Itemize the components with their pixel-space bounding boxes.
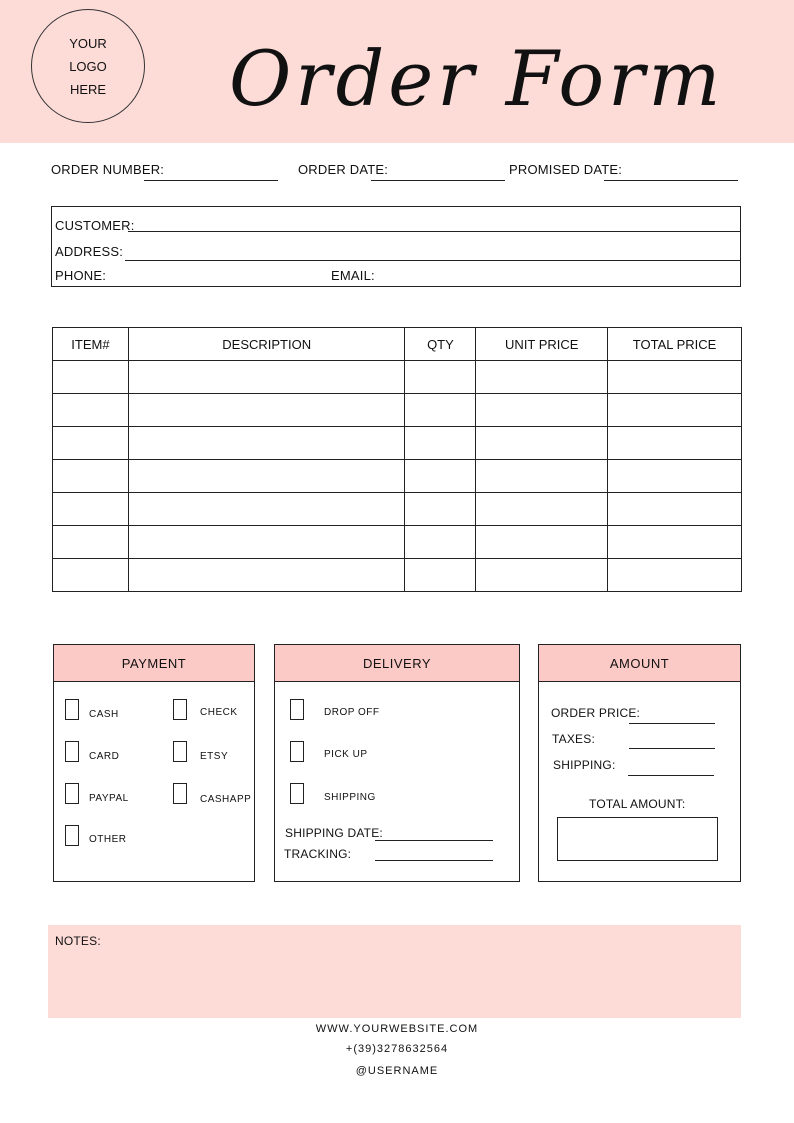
- order-number-label: ORDER NUMBER:: [51, 162, 165, 177]
- total-amount-field[interactable]: [557, 817, 718, 861]
- table-cell[interactable]: [608, 493, 742, 526]
- drop-off-checkbox[interactable]: [290, 699, 304, 720]
- etsy-option-label: ETSY: [200, 751, 229, 762]
- cash-option-label: CASH: [89, 709, 119, 720]
- table-cell[interactable]: [476, 559, 608, 592]
- check-checkbox[interactable]: [173, 699, 187, 720]
- column-header-item: ITEM#: [53, 328, 129, 361]
- paypal-option-label: PAYPAL: [89, 793, 129, 804]
- table-cell[interactable]: [608, 460, 742, 493]
- table-cell[interactable]: [128, 526, 405, 559]
- table-row: [53, 493, 742, 526]
- promised-date-label: PROMISED DATE:: [509, 162, 623, 177]
- taxes-field[interactable]: [629, 748, 715, 749]
- footer-phone: +(39)3278632564: [345, 1043, 449, 1055]
- tracking-label: TRACKING:: [284, 847, 352, 861]
- amount-panel-title: AMOUNT: [539, 645, 740, 682]
- order-date-label: ORDER DATE:: [298, 162, 389, 177]
- table-cell[interactable]: [128, 361, 405, 394]
- shipping-date-field[interactable]: [375, 840, 493, 841]
- customer-label: CUSTOMER:: [55, 218, 135, 233]
- shipping-option-label: SHIPPING: [324, 792, 376, 803]
- paypal-checkbox[interactable]: [65, 783, 79, 804]
- table-cell[interactable]: [53, 460, 129, 493]
- footer-username: @USERNAME: [355, 1065, 439, 1077]
- table-cell[interactable]: [53, 361, 129, 394]
- shipping-amount-label: SHIPPING:: [553, 758, 616, 772]
- taxes-label: TAXES:: [552, 732, 595, 746]
- table-header-row: [53, 328, 742, 361]
- table-cell[interactable]: [53, 526, 129, 559]
- cash-checkbox[interactable]: [65, 699, 79, 720]
- payment-panel: [53, 644, 255, 882]
- check-option-label: CHECK: [200, 707, 238, 718]
- phone-label: PHONE:: [55, 268, 107, 283]
- table-cell[interactable]: [476, 526, 608, 559]
- table-cell[interactable]: [128, 427, 405, 460]
- pick-up-option-label: PICK UP: [324, 749, 368, 760]
- table-cell[interactable]: [476, 493, 608, 526]
- order-date-field[interactable]: [371, 180, 505, 181]
- table-cell[interactable]: [608, 361, 742, 394]
- table-cell[interactable]: [405, 460, 476, 493]
- table-cell[interactable]: [476, 460, 608, 493]
- etsy-checkbox[interactable]: [173, 741, 187, 762]
- table-cell[interactable]: [128, 559, 405, 592]
- table-row: [53, 394, 742, 427]
- table-cell[interactable]: [608, 526, 742, 559]
- table-cell[interactable]: [476, 427, 608, 460]
- table-cell[interactable]: [608, 427, 742, 460]
- drop-off-option-label: DROP OFF: [324, 707, 380, 718]
- table-row: [53, 460, 742, 493]
- card-option-label: CARD: [89, 751, 120, 762]
- notes-label: NOTES:: [55, 934, 101, 948]
- customer-field[interactable]: [128, 231, 741, 232]
- logo-line: HERE: [69, 81, 107, 97]
- logo-line: LOGO: [69, 58, 107, 74]
- promised-date-field[interactable]: [604, 180, 738, 181]
- logo-placeholder: [31, 9, 145, 123]
- table-cell[interactable]: [128, 493, 405, 526]
- table-row: [53, 427, 742, 460]
- column-header-qty: QTY: [405, 328, 476, 361]
- table-row: [53, 526, 742, 559]
- column-header-unit-price: UNIT PRICE: [476, 328, 608, 361]
- column-header-total-price: TOTAL PRICE: [608, 328, 742, 361]
- page-title: [225, 5, 725, 135]
- shipping-date-label: SHIPPING DATE:: [285, 826, 383, 840]
- table-cell[interactable]: [405, 361, 476, 394]
- table-cell[interactable]: [128, 394, 405, 427]
- pick-up-checkbox[interactable]: [290, 741, 304, 762]
- table-cell[interactable]: [608, 394, 742, 427]
- notes-area[interactable]: [48, 925, 741, 1018]
- table-cell[interactable]: [53, 559, 129, 592]
- table-cell[interactable]: [128, 460, 405, 493]
- table-row: [53, 361, 742, 394]
- other-option-label: OTHER: [89, 834, 127, 845]
- address-field[interactable]: [125, 260, 741, 261]
- page-title-text: Order Form: [229, 34, 725, 123]
- tracking-field[interactable]: [375, 860, 493, 861]
- table-cell[interactable]: [608, 559, 742, 592]
- customer-box: [51, 206, 741, 287]
- payment-panel-title: PAYMENT: [54, 645, 254, 682]
- card-checkbox[interactable]: [65, 741, 79, 762]
- table-cell[interactable]: [405, 559, 476, 592]
- table-cell[interactable]: [405, 493, 476, 526]
- shipping-amount-field[interactable]: [628, 775, 714, 776]
- footer-website: WWW.YOURWEBSITE.COM: [315, 1023, 479, 1035]
- other-checkbox[interactable]: [65, 825, 79, 846]
- email-label: EMAIL:: [331, 268, 375, 283]
- delivery-panel-title: DELIVERY: [275, 645, 519, 682]
- table-row: [53, 559, 742, 592]
- column-header-description: DESCRIPTION: [128, 328, 405, 361]
- table-cell[interactable]: [53, 394, 129, 427]
- table-cell[interactable]: [405, 394, 476, 427]
- table-cell[interactable]: [476, 394, 608, 427]
- logo-line: YOUR: [69, 35, 107, 51]
- items-table: [52, 327, 742, 592]
- table-cell[interactable]: [476, 361, 608, 394]
- order-price-field[interactable]: [629, 723, 715, 724]
- address-label: ADDRESS:: [55, 244, 124, 259]
- table-cell[interactable]: [405, 427, 476, 460]
- total-amount-label: TOTAL AMOUNT:: [589, 797, 686, 811]
- cashapp-option-label: CASHAPP: [200, 794, 252, 805]
- shipping-checkbox[interactable]: [290, 783, 304, 804]
- table-cell[interactable]: [53, 493, 129, 526]
- cashapp-checkbox[interactable]: [173, 783, 187, 804]
- order-number-field[interactable]: [144, 180, 278, 181]
- table-cell[interactable]: [405, 526, 476, 559]
- table-cell[interactable]: [53, 427, 129, 460]
- order-price-label: ORDER PRICE:: [551, 706, 641, 720]
